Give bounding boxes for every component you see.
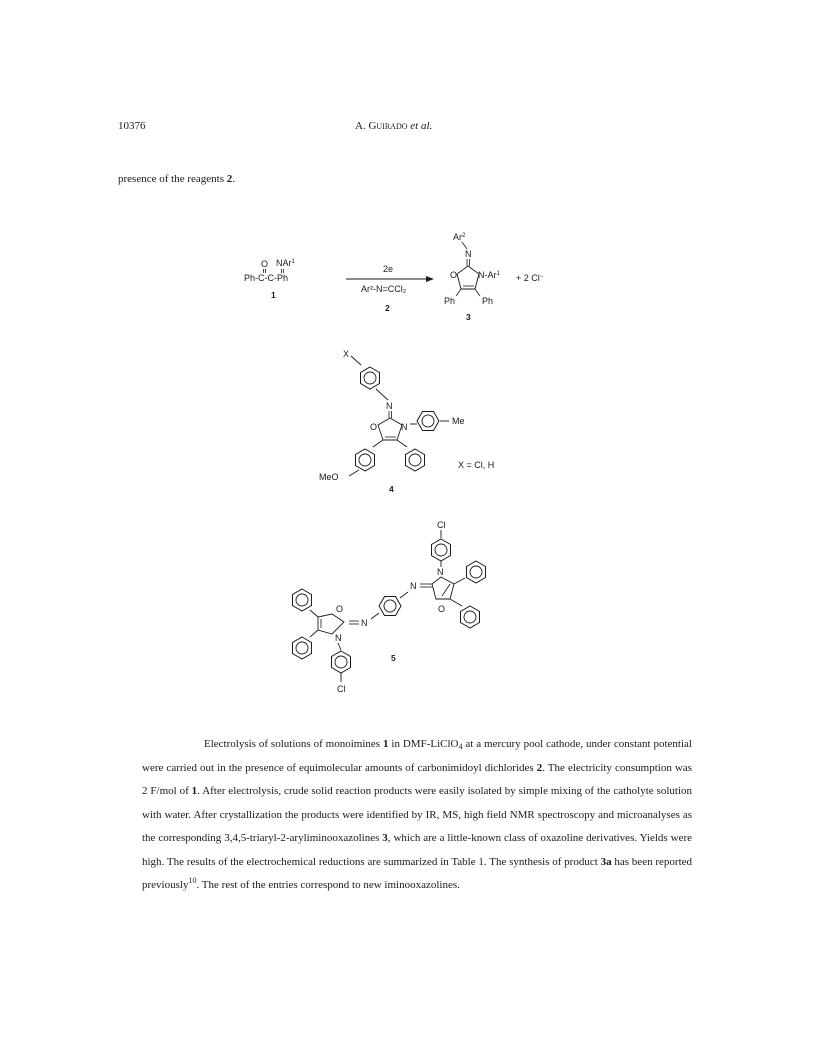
- body-paragraph: [142, 733, 692, 898]
- structure5-ring-n-left: N: [335, 633, 342, 643]
- running-header-etal: et al.: [410, 120, 433, 132]
- structure5-ring-n-right: N: [437, 567, 444, 577]
- page-number: 10376: [118, 120, 146, 132]
- structure4-number: 4: [389, 484, 394, 494]
- product-number: 3: [466, 312, 471, 322]
- structure4-ring-n-label: N: [401, 422, 408, 432]
- structure4-x-definition: X = Cl, H: [458, 460, 495, 470]
- intro-text: presence of the reagents: [118, 173, 224, 185]
- product-o-label: O: [450, 270, 458, 280]
- structure5-cl-top: Cl: [437, 520, 446, 530]
- reactant-number: 1: [271, 290, 276, 300]
- structure5-imine-n-left: N: [361, 618, 368, 628]
- structure4-me-label: Me: [452, 416, 465, 426]
- structure5-number: 5: [391, 653, 396, 663]
- arrow-top-label: 2e: [383, 264, 394, 274]
- structure4-n-label: N: [386, 401, 393, 411]
- intro-end: .: [232, 173, 235, 185]
- intro-bold-ref: 2: [226, 173, 233, 185]
- product-ar2-label: Ar$^2$: [453, 232, 466, 242]
- structure5-o-left: O: [336, 604, 344, 614]
- reactant-imine-label: NAr$^1$: [276, 258, 295, 268]
- reactant-chain-label: Ph-C-C-Ph: [244, 273, 289, 283]
- structure5-o-right: O: [438, 604, 446, 614]
- structure5-imine-n-right: N: [410, 581, 417, 591]
- structure5-cl-bottom: Cl: [337, 684, 346, 694]
- reactant-oxygen-label: O: [261, 259, 269, 269]
- byproduct-label: + 2 Cl−: [516, 273, 544, 283]
- structure4-x-label: X: [343, 349, 350, 359]
- arrow-reagent-number: 2: [385, 303, 390, 313]
- structure4-o-label: O: [370, 422, 378, 432]
- product-ph-right-label: Ph: [482, 296, 494, 306]
- structure-4: [319, 349, 494, 494]
- paragraph-text: Electrolysis of solutions of monoimines 1 in DMF-LiClO$_4$ at a mercury pool cathode, under constant potential were carried out in the presence of equimolecular amounts of carbonimidoyl dichlorides 2. The electricity consumption was 2 F/mol of 1. After electrolysis, crude solid reaction products were easily isolated by simple mixing of the catholyte solution with water. After crystallization the products were identified by IR, MS, high field NMR spectroscopy and microanalyses as the corresponding 3,4,5-triaryl-2-aryliminooxazolines 3, which are a little-known class of oxazoline derivatives. Yields were high. The results of the electrochemical reductions are summarized in Table 1. The synthesis of product 3a has been reported previously$^{10}$. The rest of the entries correspond to new iminooxazolines.: [142, 738, 693, 891]
- arrow-bottom-label: Ar²-N=CCl₂: [361, 284, 407, 294]
- running-header-author: A. Guirado: [355, 120, 408, 132]
- product-ph-left-label: Ph: [444, 296, 456, 306]
- product-nar1-label: N-Ar$^1$: [478, 270, 500, 280]
- structure-5: [293, 520, 486, 694]
- structure4-meo-label: MeO: [319, 472, 339, 482]
- reference-superscript: 10: [188, 876, 197, 885]
- scheme-1-reaction: [244, 232, 544, 322]
- product-n-label: N: [465, 249, 472, 259]
